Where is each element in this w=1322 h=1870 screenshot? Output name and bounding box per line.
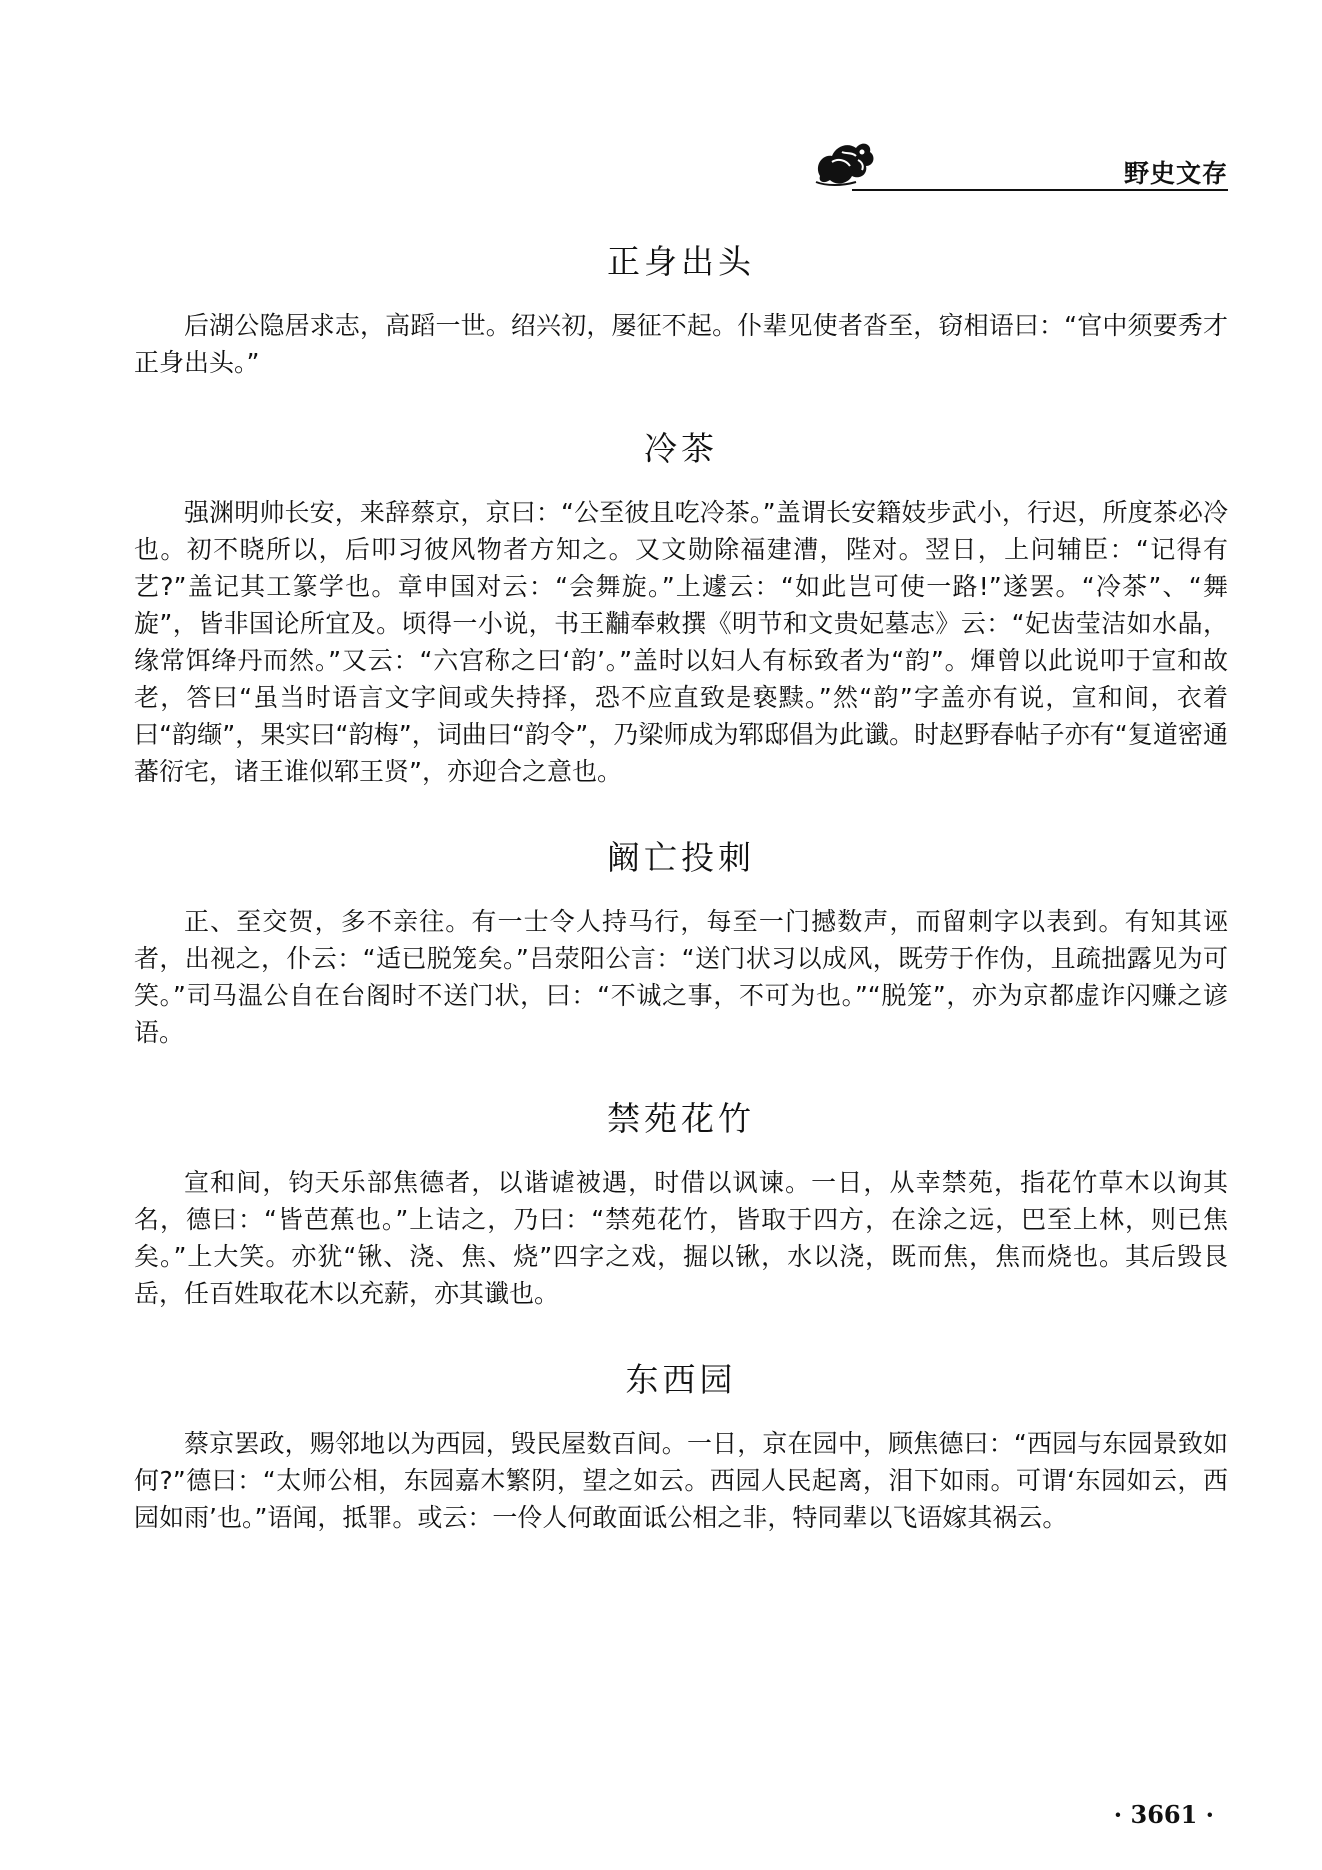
page-content [134,236,1228,1578]
article-title: 正身出头 [607,242,755,281]
article-jinyuan [134,1093,1228,1312]
article-title: 阚亡投刺 [607,838,755,877]
article-lengcha [134,423,1228,790]
article-body: 强渊明帅长安，来辞蔡京，京曰：“公至彼且吃冷茶。”盖谓长安籍妓步武小，行迟，所度茶必冷也。初不晓所以，后叩习彼风物者方知之。又文勋除福建漕，陛对。翌日，上问辅臣：“记得有艺?”盖记其工篆学也。章申国对云：“会舞旋。”上遽云：“如此岂可使一路!”遂罢。“冷茶”、“舞旋”，皆非国论所宜及。顷得一小说，书王黼奉敕撰《明节和文贵妃墓志》云：“妃齿莹洁如水晶，缘常饵绛丹而然。”又云：“六宫称之曰‘韵’。”盖时以妇人有标致者为“韵”。煇曾以此说叩于宣和故老，答曰“虽当时语言文字间或失持择，恐不应直致是亵黩。”然“韵”字盖亦有说，宣和间，衣着曰“韵缬”，果实曰“韵梅”，词曲曰“韵令”，乃梁师成为郓邸倡为此谶。时赵野春帖子亦有“复道密通蕃衍宅，诸王谁似郓王贤”，亦迎合之意也。 [134,498,1228,786]
header-rule [852,189,1228,191]
article-title: 禁苑花竹 [607,1099,755,1138]
article-zhengshen [134,236,1228,381]
article-body: 宣和间，钧天乐部焦德者，以谐谑被遇，时借以讽谏。一日，从幸禁苑，指花竹草木以询其名，德曰：“皆芭蕉也。”上诘之，乃曰：“禁苑花竹，皆取于四方，在涂之远，巴至上林，则已焦矣。”上大笑。亦犹“锹、浇、焦、烧”四字之戏，掘以锹，水以浇，既而焦，焦而烧也。其后毁艮岳，任百姓取花木以充薪，亦其谶也。 [134,1168,1228,1308]
page-number: · 3661 · [1113,1800,1214,1829]
article-body: 后湖公隐居求志，高蹈一世。绍兴初，屡征不起。仆辈见使者沓至，窃相语曰：“官中须要秀才正身出头。” [134,311,1228,377]
article-title: 东西园 [625,1360,737,1399]
running-header [812,130,1228,190]
series-title: 野史文存 [1123,159,1228,188]
article-title: 冷茶 [644,429,718,468]
article-body: 蔡京罢政，赐邻地以为西园，毁民屋数百间。一日，京在园中，顾焦德曰：“西园与东园景致如何?”德曰：“太师公相，东园嘉木繁阴，望之如云。西园人民起离，泪下如雨。可谓‘东园如云，西园如雨’也。”语闻，抵罪。或云：一伶人何敢面诋公相之非，特同辈以飞语嫁其祸云。 [134,1429,1228,1532]
article-dongxiyuan [134,1354,1228,1536]
article-body: 正、至交贺，多不亲往。有一士令人持马行，每至一门撼数声，而留刺字以表到。有知其诬者，出视之，仆云：“适已脱笼矣。”吕荥阳公言：“送门状习以成风，既劳于作伪，且疏拙露见为可笑。”司马温公自在台阁时不送门状，曰：“不诚之事，不可为也。”“脱笼”，亦为京都虚诈闪赚之谚语。 [134,907,1228,1047]
dragon-emblem-icon [812,136,878,188]
article-kanwang [134,832,1228,1051]
